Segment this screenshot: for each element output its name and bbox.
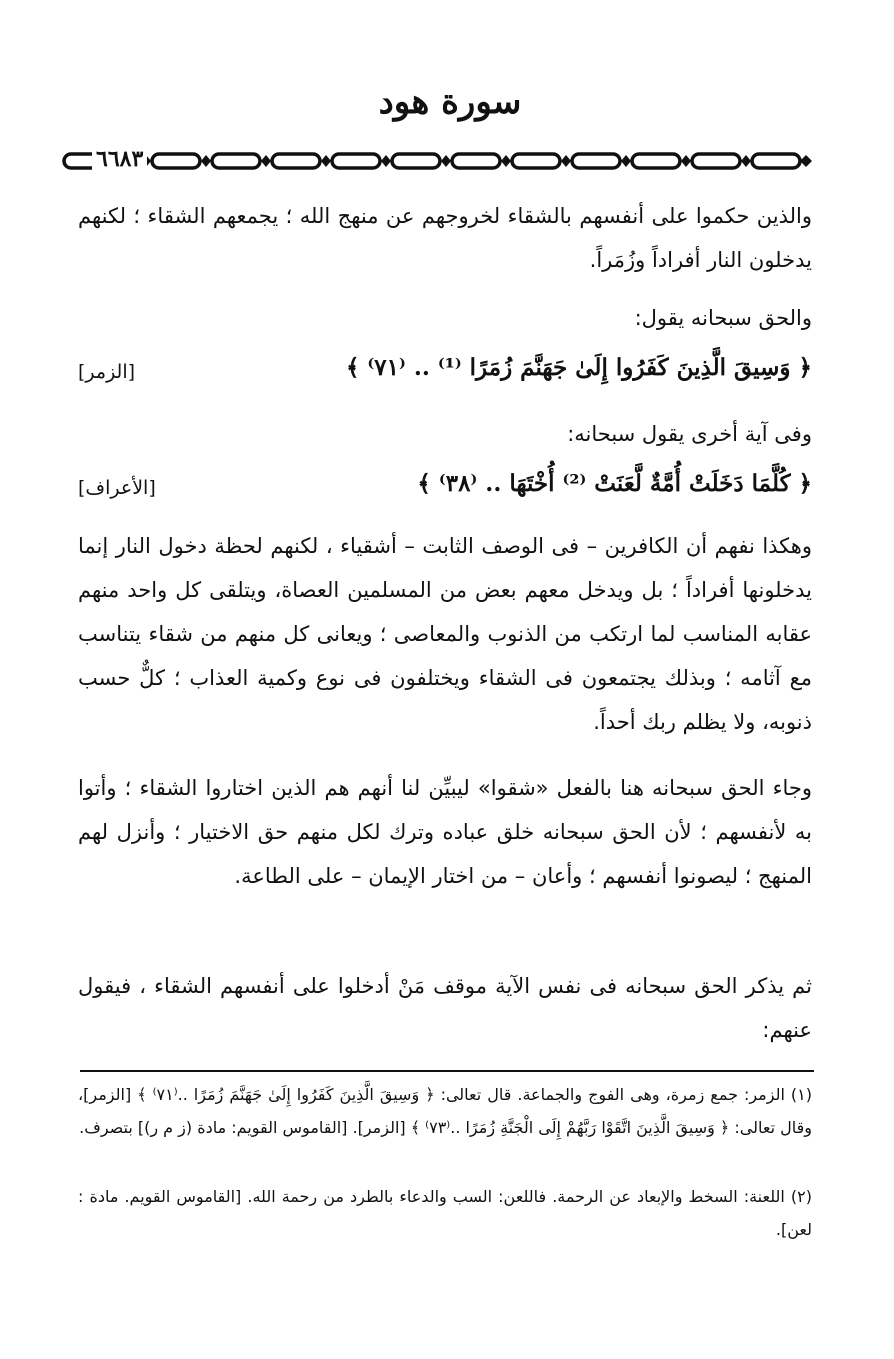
surah-title: سورة هود bbox=[378, 82, 522, 122]
quran-verse-1: ﴿ وَسِيقَ الَّذِينَ كَفَرُوا إِلَىٰ جَهَنَّمَ زُمَرًا ⁽¹⁾ .. ⁽٧١⁾ ﴾ bbox=[345, 354, 812, 381]
paragraph-3: وفى آية أخرى يقول سبحانه: bbox=[567, 422, 812, 446]
verse-2-reference: [الأعراف] bbox=[78, 477, 156, 499]
paragraph-4: وهكذا نفهم أن الكافرين – فى الوصف الثابت – أشقياء ، لكنهم لحظة دخول النار إنما يدخلونها أفراداً ؛ بل ويدخل معهم بعض من المسلمين العصاة، ويتلقى كل واحد منهم عقابه المناسب لما ارتكب من الذنوب والمعاصى ؛ ويعانى كل منهم من شقاء يتناسب مع آثامه ؛ وبذلك يجتمعون فى الشقاء ويختلفون فى نوع وكمية العذاب ؛ كلٌّ حسب ذنوبه، ولا يظلم ربك أحداً. bbox=[78, 534, 812, 734]
paragraph-2: والحق سبحانه يقول: bbox=[634, 306, 812, 330]
paragraph-5: وجاء الحق سبحانه هنا بالفعل «شقوا» ليبيِّن لنا أنهم هم الذين اختاروا الشقاء ؛ وأتوا به لأنفسهم ؛ لأن الحق سبحانه خلق عباده وترك لكل منهم حق الاختيار ؛ وأنزل لهم المنهج ؛ ليصونوا أنفسهم ؛ وأعان – من اختار الإيمان – على الطاعة. bbox=[78, 776, 812, 888]
chain-divider bbox=[60, 148, 820, 174]
page-number: ٦٦٨٣ bbox=[92, 146, 147, 172]
verse-1-reference: [الزمر] bbox=[78, 361, 136, 383]
footnote-2: (٢) اللعنة: السخط والإبعاد عن الرحمة. فاللعن: السب والدعاء بالطرد من رحمة الله. [القاموس القويم. مادة : لعن]. bbox=[78, 1187, 812, 1239]
paragraph-6: ثم يذكر الحق سبحانه فى نفس الآية موقف مَنْ أدخلوا على أنفسهم الشقاء ، فيقول عنهم: bbox=[78, 974, 812, 1042]
footnote-separator bbox=[80, 1070, 814, 1072]
paragraph-1: والذين حكموا على أنفسهم بالشقاء لخروجهم عن منهج الله ؛ يجمعهم الشقاء ؛ لكنهم يدخلون النار أفراداً وزُمَراً. bbox=[78, 204, 812, 272]
footnote-1: (١) الزمر: جمع زمرة، وهى الفوج والجماعة. قال تعالى: ﴿ وَسِيقَ الَّذِينَ كَفَرُوا إِلَىٰ جَهَنَّمَ زُمَرًا ..⁽٧١⁾ ﴾ [الزمر]، وقال تعالى: ﴿ وَسِيقَ الَّذِينَ اتَّقَوْا رَبَّهُمْ إِلَى الْجَنَّةِ زُمَرًا ..⁽٧٣⁾ ﴾ [الزمر]. [القاموس القويم: مادة (ز م ر)] بتصرف. bbox=[78, 1085, 812, 1137]
quran-verse-2: ﴿ كُلَّمَا دَخَلَتْ أُمَّةٌ لَّعَنَتْ ⁽²⁾ أُخْتَهَا .. ⁽٣٨⁾ ﴾ bbox=[417, 470, 812, 497]
